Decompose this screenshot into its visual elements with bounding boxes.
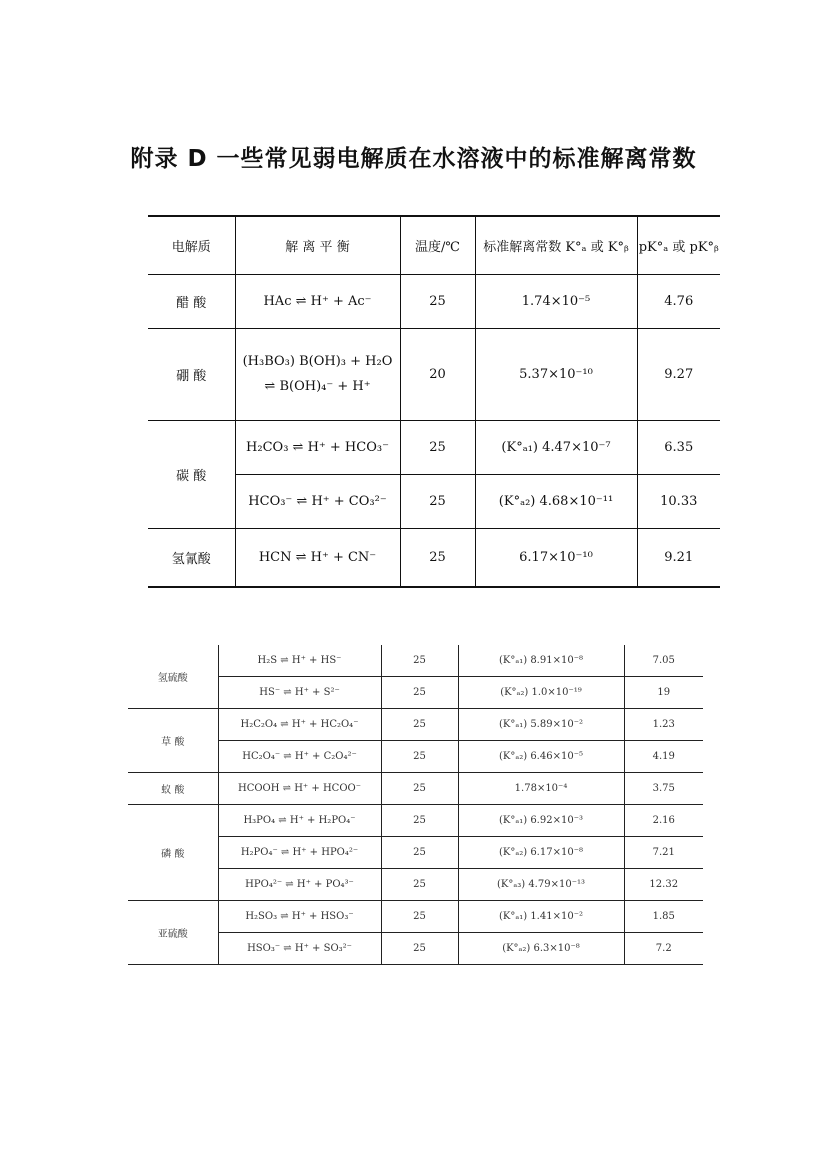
pk-value: 12.32	[624, 869, 703, 901]
equilibrium-equation: H₃PO₄ ⇌ H⁺ + H₂PO₄⁻	[218, 805, 381, 837]
equilibrium-equation: (H₃BO₃) B(OH)₃ + H₂O ⇌ B(OH)₄⁻ + H⁺	[235, 329, 400, 421]
constant-value: (K°ₐ₁) 6.92×10⁻³	[458, 805, 624, 837]
table-row	[128, 773, 703, 805]
table-row	[128, 901, 703, 933]
equilibrium-equation: H₂SO₃ ⇌ H⁺ + HSO₃⁻	[218, 901, 381, 933]
electrolyte-name: 磷 酸	[128, 805, 218, 901]
constant-value: (K°ₐ₂) 6.46×10⁻⁵	[458, 741, 624, 773]
pk-value: 9.27	[637, 329, 720, 421]
table-row	[148, 529, 720, 587]
equilibrium-equation: H₂S ⇌ H⁺ + HS⁻	[218, 645, 381, 677]
equilibrium-equation: HCO₃⁻ ⇌ H⁺ + CO₃²⁻	[235, 475, 400, 529]
pk-value: 2.16	[624, 805, 703, 837]
temperature-value: 25	[400, 529, 475, 587]
equilibrium-equation: HPO₄²⁻ ⇌ H⁺ + PO₄³⁻	[218, 869, 381, 901]
pk-value: 4.76	[637, 275, 720, 329]
temperature-value: 25	[381, 837, 458, 869]
equilibrium-equation: HCOOH ⇌ H⁺ + HCOO⁻	[218, 773, 381, 805]
table-row	[148, 275, 720, 329]
temperature-value: 25	[381, 869, 458, 901]
equilibrium-equation: H₂PO₄⁻ ⇌ H⁺ + HPO₄²⁻	[218, 837, 381, 869]
temperature-value: 20	[400, 329, 475, 421]
constant-value: 6.17×10⁻¹⁰	[475, 529, 637, 587]
temperature-value: 25	[381, 677, 458, 709]
pk-value: 3.75	[624, 773, 703, 805]
equilibrium-equation: HS⁻ ⇌ H⁺ + S²⁻	[218, 677, 381, 709]
pk-value: 4.19	[624, 741, 703, 773]
constant-value: (K°ₐ₂) 6.3×10⁻⁸	[458, 933, 624, 965]
dissociation-table-2	[128, 645, 703, 965]
pk-value: 9.21	[637, 529, 720, 587]
constant-value: (K°ₐ₃) 4.79×10⁻¹³	[458, 869, 624, 901]
pk-value: 10.33	[637, 475, 720, 529]
temperature-value: 25	[400, 421, 475, 475]
electrolyte-name: 醋 酸	[148, 275, 235, 329]
constant-value: (K°ₐ₁) 4.47×10⁻⁷	[475, 421, 637, 475]
header-constant: 标准解离常数 K°ₐ 或 K°ᵦ	[475, 216, 637, 275]
page-title: 附录 D 一些常见弱电解质在水溶液中的标准解离常数	[130, 146, 697, 172]
constant-value: 1.78×10⁻⁴	[458, 773, 624, 805]
dissociation-table-1	[148, 215, 720, 588]
temperature-value: 25	[400, 275, 475, 329]
temperature-value: 25	[381, 805, 458, 837]
electrolyte-name: 硼 酸	[148, 329, 235, 421]
pk-value: 6.35	[637, 421, 720, 475]
table-row	[148, 421, 720, 475]
temperature-value: 25	[400, 475, 475, 529]
temperature-value: 25	[381, 741, 458, 773]
equilibrium-equation: HCN ⇌ H⁺ + CN⁻	[235, 529, 400, 587]
equilibrium-equation: HAc ⇌ H⁺ + Ac⁻	[235, 275, 400, 329]
pk-value: 1.23	[624, 709, 703, 741]
temperature-value: 25	[381, 933, 458, 965]
table-row	[148, 329, 720, 421]
temperature-value: 25	[381, 709, 458, 741]
header-pk: pK°ₐ 或 pK°ᵦ	[637, 216, 720, 275]
temperature-value: 25	[381, 901, 458, 933]
table-row	[128, 709, 703, 741]
constant-value: 5.37×10⁻¹⁰	[475, 329, 637, 421]
pk-value: 19	[624, 677, 703, 709]
temperature-value: 25	[381, 773, 458, 805]
equilibrium-equation: HC₂O₄⁻ ⇌ H⁺ + C₂O₄²⁻	[218, 741, 381, 773]
constant-value: (K°ₐ₁) 8.91×10⁻⁸	[458, 645, 624, 677]
constant-value: (K°ₐ₁) 5.89×10⁻²	[458, 709, 624, 741]
table-header-row	[148, 216, 720, 275]
electrolyte-name: 草 酸	[128, 709, 218, 773]
electrolyte-name: 氢氰酸	[148, 529, 235, 587]
header-temperature: 温度/℃	[400, 216, 475, 275]
constant-value: (K°ₐ₂) 6.17×10⁻⁸	[458, 837, 624, 869]
electrolyte-name: 碳 酸	[148, 421, 235, 529]
pk-value: 1.85	[624, 901, 703, 933]
table-row	[128, 805, 703, 837]
temperature-value: 25	[381, 645, 458, 677]
equilibrium-equation: H₂CO₃ ⇌ H⁺ + HCO₃⁻	[235, 421, 400, 475]
electrolyte-name: 亚硫酸	[128, 901, 218, 965]
constant-value: (K°ₐ₂) 1.0×10⁻¹⁹	[458, 677, 624, 709]
header-electrolyte: 电解质	[148, 216, 235, 275]
pk-value: 7.2	[624, 933, 703, 965]
header-equilibrium: 解 离 平 衡	[235, 216, 400, 275]
equilibrium-equation: HSO₃⁻ ⇌ H⁺ + SO₃²⁻	[218, 933, 381, 965]
constant-value: (K°ₐ₁) 1.41×10⁻²	[458, 901, 624, 933]
pk-value: 7.21	[624, 837, 703, 869]
constant-value: 1.74×10⁻⁵	[475, 275, 637, 329]
equilibrium-equation: H₂C₂O₄ ⇌ H⁺ + HC₂O₄⁻	[218, 709, 381, 741]
constant-value: (K°ₐ₂) 4.68×10⁻¹¹	[475, 475, 637, 529]
electrolyte-name: 氢硫酸	[128, 645, 218, 709]
pk-value: 7.05	[624, 645, 703, 677]
electrolyte-name: 蚁 酸	[128, 773, 218, 805]
table-row	[128, 645, 703, 677]
